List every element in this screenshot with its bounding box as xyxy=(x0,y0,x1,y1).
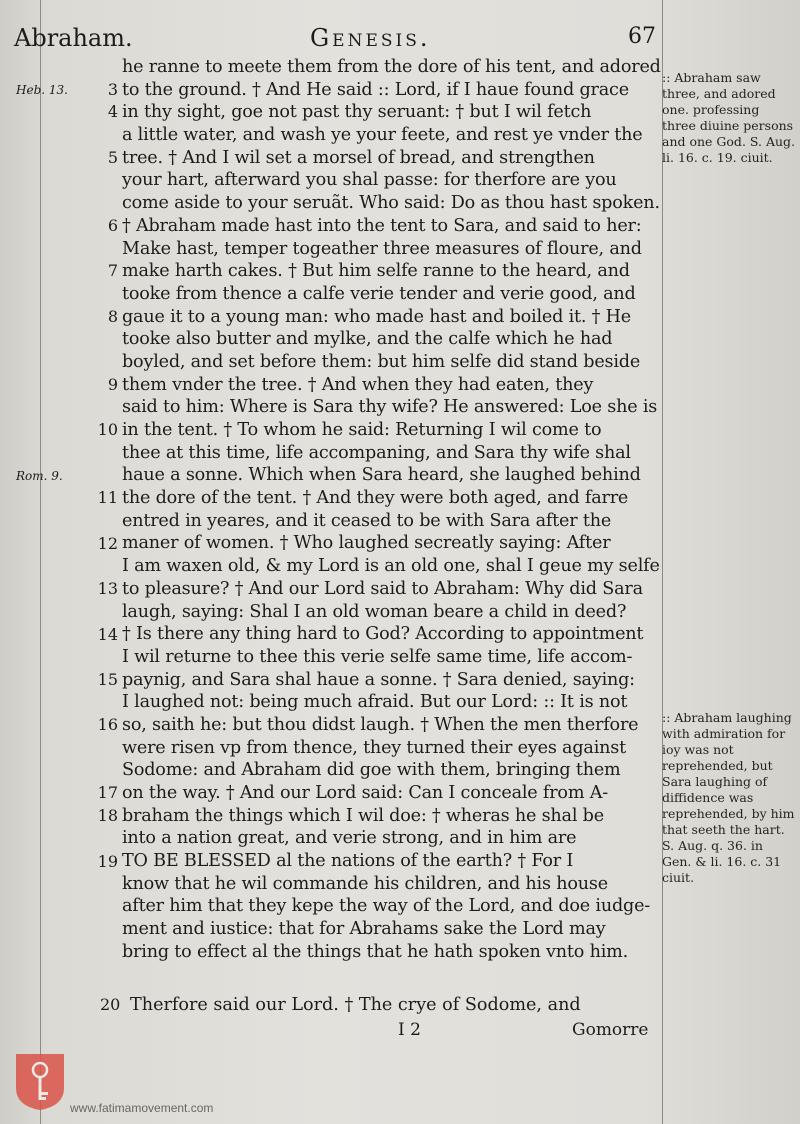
verse-number: 18 xyxy=(97,806,118,826)
verse-number: 3 xyxy=(107,79,118,99)
text-line: braham the things which I wil doe: † wheras he shal be xyxy=(122,805,604,826)
text-line: come aside to your seruãt. Who said: Do as thou hast spoken. xyxy=(122,193,660,214)
verse-number: 9 xyxy=(107,374,118,394)
verse-number: 6 xyxy=(107,215,118,235)
text-line: tooke from thence a calfe verie tender and verie good, and xyxy=(122,283,636,304)
verse-number: 12 xyxy=(97,533,118,553)
verse-number: 16 xyxy=(97,715,118,735)
keys-crest-icon xyxy=(14,1052,66,1112)
text-line: your hart, afterward you shal passe: for therfore are you xyxy=(122,170,617,191)
text-line: entred in yeares, and it ceased to be with Sara after the xyxy=(122,510,612,531)
text-line: into a nation great, and verie strong, and in him are xyxy=(122,828,577,849)
text-line: Sodome: and Abraham did goe with them, bringing them xyxy=(122,760,621,781)
text-line: the dore of the tent. † And they were both aged, and farre xyxy=(122,488,629,509)
text-line: ment and iustice: that for Abrahams sake the Lord may xyxy=(122,919,606,940)
text-line: † Abraham made hast into the tent to Sara, and said to her: xyxy=(122,215,642,236)
text-line: maner of women. † Who laughed secreatly saying: After xyxy=(122,533,611,554)
book-title: Genesis. xyxy=(310,24,431,52)
watermark-url[interactable]: www.fatimamovement.com xyxy=(70,1101,214,1115)
verse-number: 20 xyxy=(100,995,121,1014)
verse-number: 11 xyxy=(97,488,118,508)
page-number: 67 xyxy=(628,24,656,49)
text-line: on the way. † And our Lord said: Can I conceale from A- xyxy=(122,783,608,803)
text-line: them vnder the tree. † And when they had eaten, they xyxy=(122,374,594,395)
left-margin-rule xyxy=(40,0,41,1124)
verse-number: 7 xyxy=(107,261,118,281)
running-head: Abraham. xyxy=(14,24,133,52)
verse-number: 4 xyxy=(107,102,118,122)
text-column xyxy=(122,56,661,964)
text-line: in the tent. † To whom he said: Returning I wil come to xyxy=(122,420,602,440)
verse-number: 10 xyxy=(97,420,118,440)
text-line: a little water, and wash ye your feete, and rest ye vnder the xyxy=(122,125,643,146)
text-line: tree. † And I wil set a morsel of bread, and strengthen xyxy=(122,147,595,168)
text-line: Therfore said our Lord. † The crye of Sodome, and xyxy=(130,995,581,1015)
text-line: TO BE BLESSED al the nations of the earth? † For I xyxy=(122,851,574,872)
text-line: paynig, and Sara shal haue a sonne. † Sara denied, saying: xyxy=(122,669,635,690)
text-line: laugh, saying: Shal I an old woman beare a child in deed? xyxy=(122,601,627,622)
text-line: said to him: Where is Sara thy wife? He answered: Loe she is xyxy=(122,397,658,418)
text-line: know that he wil commande his children, and his house xyxy=(122,873,608,894)
signature-mark: I 2 xyxy=(398,1020,421,1040)
verse-number: 15 xyxy=(97,669,118,689)
side-note: :: Abraham laughing with admiration for ioy was not reprehended, but Sara laughing of diffidence was reprehended, by him that seeth the hart. S. Aug. q. 36. in Gen. & li. 16. c. 31 ciuit. xyxy=(662,710,795,885)
margin-ref-rom: Rom. 9. xyxy=(16,469,63,483)
side-note: :: Abraham saw three, and adored one. professing three diuine persons and one God. S. Aug. li. 16. c. 19. ciuit. xyxy=(662,70,796,165)
text-line: gaue it to a young man: who made hast and boiled it. † He xyxy=(122,306,631,327)
verse-number: 8 xyxy=(107,306,118,326)
text-line: were risen vp from thence, they turned their eyes against xyxy=(122,737,626,758)
right-margin-rule xyxy=(662,0,663,1124)
text-line: haue a sonne. Which when Sara heard, she laughed behind xyxy=(122,465,641,486)
text-line: I am waxen old, & my Lord is an old one, shal I geue my selfe xyxy=(122,556,660,577)
text-line: to the ground. † And He said :: Lord, if I haue found grace xyxy=(122,79,629,100)
margin-ref-heb: Heb. 13. xyxy=(16,83,68,97)
text-line: † Is there any thing hard to God? According to appointment xyxy=(122,624,644,645)
text-line: thee at this time, life accompaning, and Sara thy wife shal xyxy=(122,442,631,463)
text-line: in thy sight, goe not past thy seruant: † but I wil fetch xyxy=(122,102,592,123)
text-line: boyled, and set before them: but him selfe did stand beside xyxy=(122,351,641,372)
text-line: I wil returne to thee this verie selfe same time, life accom- xyxy=(122,646,633,667)
verse-number: 19 xyxy=(97,851,118,871)
text-line: after him that they kepe the way of the Lord, and doe iudge- xyxy=(122,896,651,917)
text-line: so, saith he: but thou didst laugh. † When the men therfore xyxy=(122,714,639,735)
catchword: Gomorre xyxy=(572,1020,649,1040)
verse-number: 5 xyxy=(107,147,118,167)
text-line: tooke also butter and mylke, and the calfe which he had xyxy=(122,329,613,350)
text-line: make harth cakes. † But him selfe ranne to the heard, and xyxy=(122,261,630,282)
text-line: to pleasure? † And our Lord said to Abraham: Why did Sara xyxy=(122,578,643,599)
text-line: Make hast, temper togeather three measures of floure, and xyxy=(122,238,642,259)
text-line: I laughed not: being much afraid. But our Lord: :: It is not xyxy=(122,692,628,713)
text-line: he ranne to meete them from the dore of his tent, and adored xyxy=(122,57,661,77)
verse-number: 13 xyxy=(97,579,118,599)
verse-number: 14 xyxy=(97,624,118,644)
verse-number: 17 xyxy=(97,783,118,803)
text-line: bring to effect al the things that he hath spoken vnto him. xyxy=(122,941,629,962)
